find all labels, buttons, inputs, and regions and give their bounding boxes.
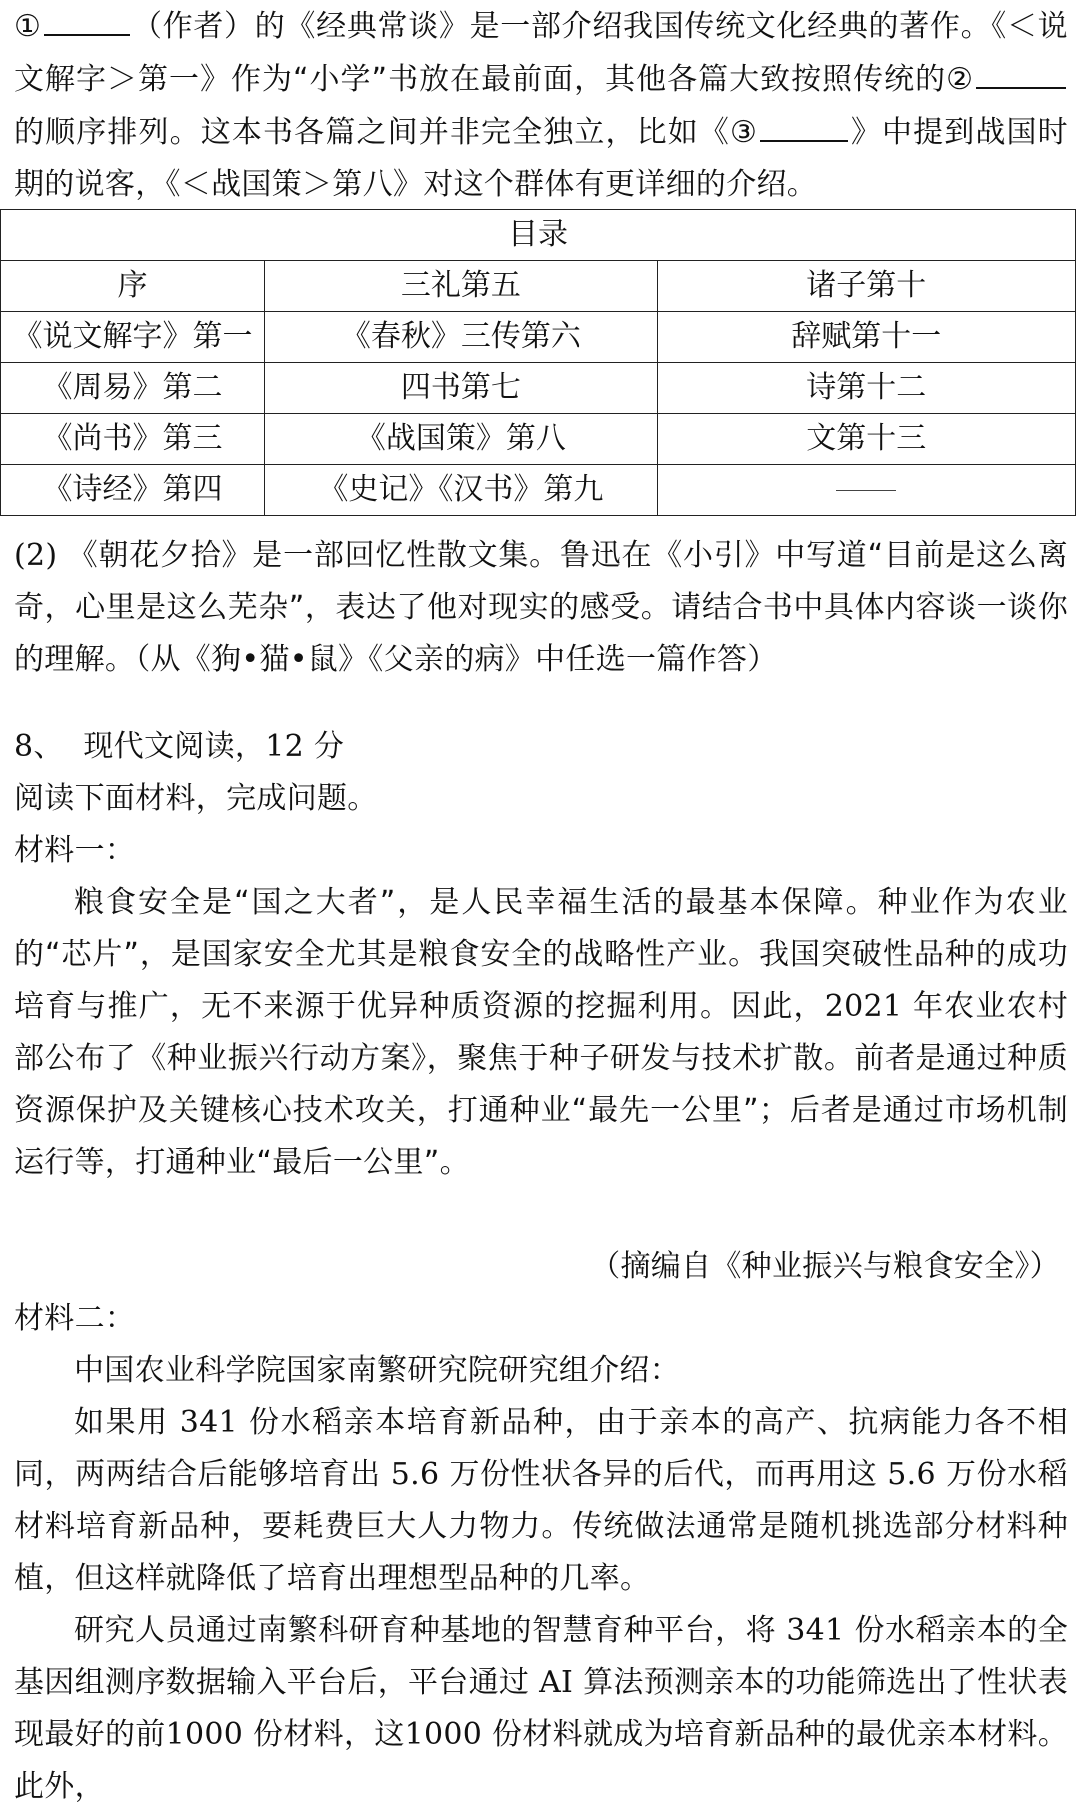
material-2-label: 材料二： [14,1301,136,1336]
intro-text-1: （作者）的《经典常谈》是一部介绍我国传统文化经典的著作。《＜说文解字＞第一》作为“小学”书放在最前面，其他各篇大致按照传统的 [14,9,1068,97]
material-2-intro: 中国农业科学院国家南繁研究院研究组介绍： [74,1353,680,1388]
toc-cell: 《说文解字》第一 [1,312,265,363]
intro-text-2: 的顺序排列。这本书各篇之间并非完全独立，比如《 [14,115,731,150]
circle-3-marker: ③ [730,115,759,150]
material-2-p1-num-1: 341 [179,1405,238,1440]
toc-cell: 辞赋第十一 [657,312,1075,363]
question-8-heading [0,721,1080,773]
toc-cell: 诗第十二 [657,363,1075,414]
toc-title: 目录 [1,210,1076,261]
toc-cell: 《战国策》第八 [265,414,658,465]
blank-1[interactable] [44,0,130,36]
material-2-p2-ai: AI [539,1665,574,1700]
dash-line [836,490,896,491]
question-8-title: 现代文阅读， [83,729,266,764]
toc-cell: 《诗经》第四 [1,465,265,516]
question-2-body: 《朝花夕拾》是一部回忆性散文集。鲁迅在《小引》中写道“目前是这么离奇，心里是这么芜杂”，表达了他对现实的感受。请结合书中具体内容谈一谈你的理解。（从《狗•猫•鼠》《父亲的病》中任选一篇作答） [14,538,1068,677]
material-2-p2-text-b: 份水稻亲本的全基因组测序数据输入平台后，平台通过 [14,1613,1068,1700]
material-2-p2-text-d: 份材料，这 [253,1717,405,1752]
spacer [0,1189,1080,1241]
table-row [1,312,1076,363]
blank-2[interactable] [976,53,1066,89]
material-2-p1-text-a: 如果用 [74,1405,169,1440]
question-8-score-unit: 分 [313,729,345,764]
table-row [1,414,1076,465]
intro-paragraph [0,0,1080,211]
material-1-year: 2021 [824,989,903,1024]
material-2-p2-num-2: 1000 [165,1717,244,1752]
toc-cell: 诸子第十 [657,261,1075,312]
material-2-p1-num-3: 5.6 [887,1457,936,1492]
question-8-score: 12 [265,729,304,764]
material-2-p1-text-b: 份水稻亲本培育新品种，由于亲本的高产、抗病能力各不相同，两两结合后能够培育出 [14,1405,1068,1492]
circle-2-marker: ② [946,62,974,97]
toc-title-row [1,210,1076,261]
table-row [1,465,1076,516]
circle-1-marker: ① [14,9,42,44]
question-8-instruction: 阅读下面材料，完成问题。 [14,781,378,816]
blank-3[interactable] [760,106,848,142]
question-8-block [0,721,1080,1813]
material-1-text-a: 粮食安全是“国之大者”，是人民幸福生活的最基本保障。种业作为农业的“芯片”，是国家安全尤其是粮食安全的战略性产业。我国突破性品种的成功培育与推广，无不来源于优异种质资源的挖掘利用。因此， [14,885,1068,1024]
intro-text-3: 》中提到战国时期的说客，《＜战国策＞第八》对这个群体有更详细的介绍。 [14,115,1068,202]
material-2-p1-num-2: 5.6 [390,1457,440,1492]
question-2-block [0,530,1080,686]
intro-block [0,0,1080,211]
question-8-number: 8、 [14,729,64,764]
table-row [1,363,1076,414]
toc-cell: 《尚书》第三 [1,414,265,465]
material-1-label: 材料一： [14,833,136,868]
toc-cell: 三礼第五 [265,261,658,312]
material-2-p2-num-3: 1000 [404,1717,483,1752]
material-1-paragraph [0,877,1080,1189]
material-2-p2-text-e: 份材料就成为培育新品种的最优亲本材料。此外， [14,1717,1069,1804]
material-2-p2-num-1: 341 [786,1613,845,1648]
toc-cell: 序 [1,261,265,312]
table-row [1,261,1076,312]
material-2-p2-text-c: 算法预测亲本的功能筛选出了性状表现最好的前 [14,1665,1068,1752]
material-2-paragraph-1 [0,1397,1080,1605]
material-2-p1-text-c: 万份性状各异的后代，而再用这 [449,1457,878,1492]
toc-cell: 《春秋》三传第六 [265,312,658,363]
material-1-text-b: 年农业农村部公布了《种业振兴行动方案》，聚焦于种子研发与技术扩散。前者是通过种质资源保护及关键核心技术攻关，打通种业“最先一公里”；后者是通过市场机制运行等，打通种业“最后一公里”。 [14,989,1068,1180]
toc-cell: 文第十三 [657,414,1075,465]
material-2-p2-text-a: 研究人员通过南繁科研育种基地的智慧育种平台，将 [74,1613,777,1648]
toc-cell: 《史记》《汉书》第九 [265,465,658,516]
material-2-paragraph-2 [0,1605,1080,1813]
material-1-source: （摘编自《种业振兴与粮食安全》） [590,1249,1060,1284]
toc-cell: 《周易》第二 [1,363,265,414]
question-2-text [0,530,1080,686]
toc-cell-empty [657,465,1075,516]
question-2-number: (2) [14,538,58,573]
material-2-p1-text-d: 万份水稻材料培育新品种，要耗费巨大人力物力。传统做法通常是随机挑选部分材料种植，但这样就降低了培育出理想型品种的几率。 [14,1457,1068,1596]
toc-cell: 四书第七 [265,363,658,414]
toc-table [0,209,1076,516]
